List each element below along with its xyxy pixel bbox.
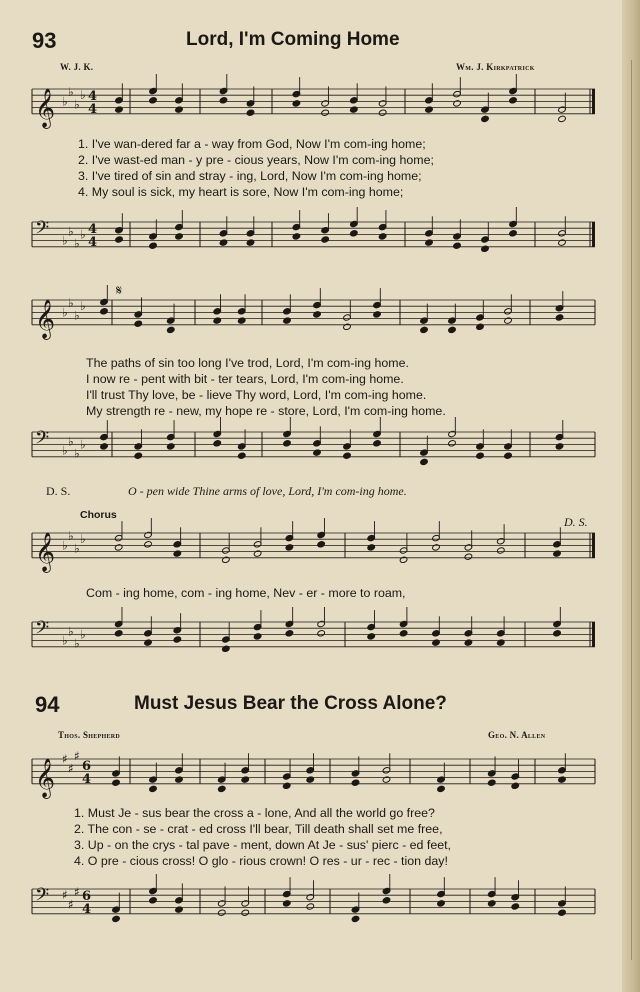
- svg-text:4: 4: [82, 772, 92, 787]
- svg-text:♭: ♭: [68, 624, 74, 639]
- svg-text:♯: ♯: [74, 748, 80, 763]
- hymn-93-number: 93: [32, 28, 57, 53]
- segno-icon: 𝄋: [116, 284, 123, 299]
- hymn-94-title: Must Jesus Bear the Cross Alone?: [134, 693, 447, 714]
- hymn-94-verse-4: 4. O pre - cious cross! O glo - rious crown! O res - ur - rec - tion day!: [74, 854, 448, 868]
- chorus-text: Com - ing home, com - ing home, Nev - er - more to roam,: [86, 586, 406, 600]
- svg-text:𝄢: 𝄢: [35, 428, 50, 453]
- svg-text:4: 4: [88, 102, 98, 117]
- svg-text:♭: ♭: [62, 443, 68, 458]
- svg-text:♭: ♭: [68, 529, 74, 544]
- svg-text:♭: ♭: [68, 296, 74, 311]
- hymn-94-verse-3: 3. Up - on the crys - tal pave - ment, down At Je - sus' pierc - ed feet,: [74, 838, 452, 852]
- svg-text:♭: ♭: [62, 538, 68, 553]
- hymn-93-verse-4a: 4. My soul is sick, my heart is sore, Now I'm com-ing home;: [78, 185, 404, 199]
- svg-text:𝄢: 𝄢: [35, 218, 50, 243]
- svg-text:♯: ♯: [74, 885, 80, 900]
- hymn-94-verse-1: 1. Must Je - sus bear the cross a - lone, And all the world go free?: [74, 806, 435, 820]
- svg-text:♭: ♭: [74, 541, 80, 556]
- hymn-93-verse-2b: I now re - pent with bit - ter tears, Lord, I'm com-ing home.: [86, 372, 404, 386]
- hymn-94-music-credit: Geo. N. Allen: [488, 730, 546, 740]
- hymn-94-verse-2: 2. The con - se - crat - ed cross I'll bear, Till death shall set me free,: [74, 822, 443, 836]
- svg-text:♭: ♭: [80, 227, 86, 242]
- svg-text:4: 4: [88, 222, 98, 237]
- svg-text:♭: ♭: [74, 446, 80, 461]
- svg-text:♭: ♭: [68, 85, 74, 100]
- hymn-93-music-credit: Wm. J. Kirkpatrick: [456, 62, 535, 72]
- svg-text:♭: ♭: [62, 233, 68, 248]
- svg-text:♭: ♭: [80, 437, 86, 452]
- svg-text:♭: ♭: [74, 97, 80, 112]
- hymn-93-verse-3a: 3. I've tired of sin and stray - ing, Lord, Now I'm com-ing home;: [78, 169, 422, 183]
- svg-text:6: 6: [82, 889, 92, 904]
- hymn-94-number: 94: [35, 692, 60, 717]
- hymn-94-words-credit: Thos. Shepherd: [58, 730, 121, 740]
- svg-text:6: 6: [82, 759, 92, 774]
- svg-text:♯: ♯: [62, 888, 68, 903]
- svg-text:♭: ♭: [74, 308, 80, 323]
- hymn-93-verse-1b: The paths of sin too long I've trod, Lord, I'm com-ing home.: [86, 356, 409, 370]
- svg-text:♭: ♭: [74, 236, 80, 251]
- ds-label: D. S.: [46, 484, 71, 498]
- svg-text:4: 4: [88, 235, 98, 250]
- svg-text:𝄞: 𝄞: [35, 298, 56, 339]
- hymn-93-title: Lord, I'm Coming Home: [186, 29, 400, 50]
- hymn-93-words-credit: W. J. K.: [60, 62, 94, 72]
- svg-text:♭: ♭: [62, 94, 68, 109]
- hymn-93-verse-1a: 1. I've wan-dered far a - way from God, Now I'm com-ing home;: [78, 137, 426, 151]
- svg-text:♯: ♯: [68, 761, 74, 776]
- svg-text:♭: ♭: [80, 532, 86, 547]
- svg-text:𝄢: 𝄢: [35, 618, 50, 643]
- svg-text:♯: ♯: [62, 752, 68, 766]
- hymn-93-verse-4b: My strength re - new, my hope re - store, Lord, I'm com-ing home.: [86, 404, 446, 418]
- svg-text:♭: ♭: [80, 299, 86, 314]
- svg-text:4: 4: [82, 902, 92, 917]
- svg-text:𝄢: 𝄢: [35, 885, 50, 910]
- svg-text:♭: ♭: [80, 88, 86, 103]
- svg-text:♭: ♭: [68, 224, 74, 239]
- svg-text:4: 4: [88, 89, 98, 104]
- svg-text:♭: ♭: [74, 636, 80, 651]
- svg-text:♭: ♭: [62, 633, 68, 648]
- svg-text:♭: ♭: [68, 434, 74, 449]
- svg-text:𝄞: 𝄞: [35, 87, 56, 128]
- svg-text:𝄞: 𝄞: [35, 757, 56, 798]
- svg-text:♭: ♭: [62, 305, 68, 320]
- svg-text:♭: ♭: [80, 627, 86, 642]
- ds-text: O - pen wide Thine arms of love, Lord, I'm com-ing home.: [128, 484, 407, 498]
- svg-text:♯: ♯: [68, 897, 74, 912]
- svg-text:𝄞: 𝄞: [35, 531, 56, 572]
- chorus-label: Chorus: [80, 509, 117, 521]
- chorus-ds-marking: D. S.: [564, 515, 588, 529]
- hymn-93-verse-2a: 2. I've wast-ed man - y pre - cious years, Now I'm com-ing home;: [78, 153, 434, 167]
- hymn-93-verse-3b: I'll trust Thy love, be - lieve Thy word, Lord, I'm com-ing home.: [86, 388, 427, 402]
